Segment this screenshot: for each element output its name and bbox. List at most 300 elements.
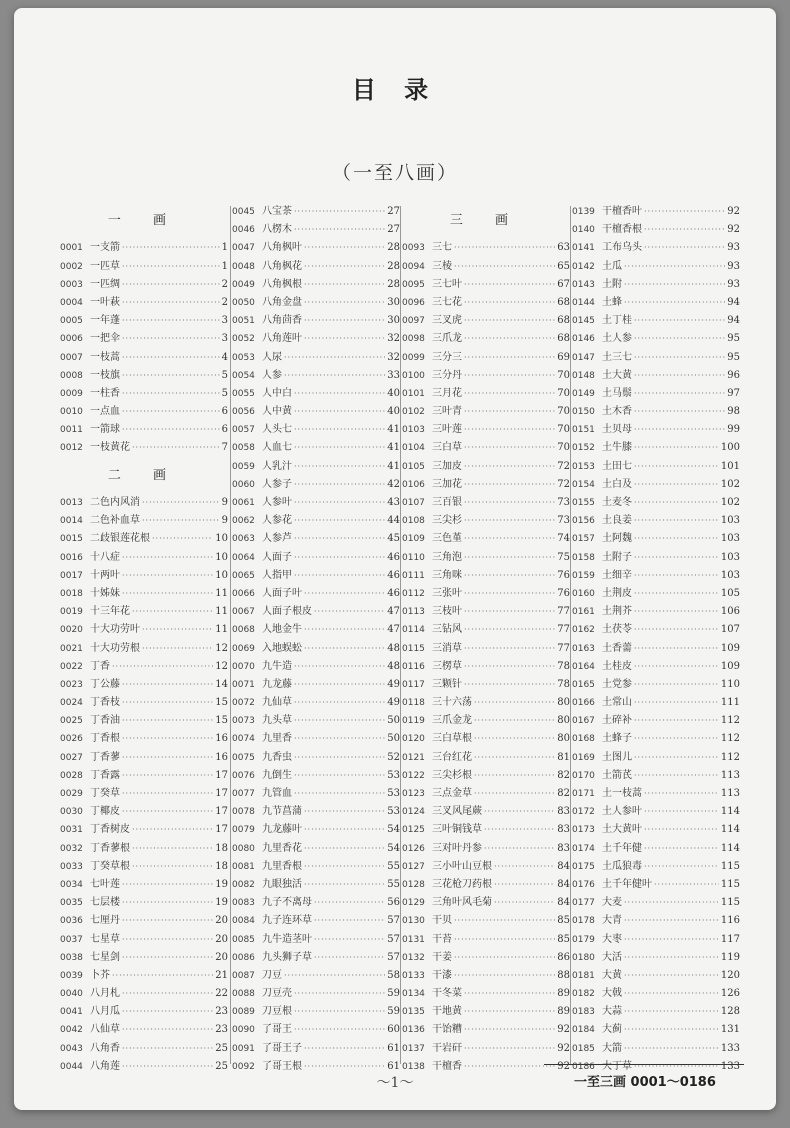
entry-page: 78 bbox=[557, 660, 570, 672]
entry-code: 0171 bbox=[572, 789, 595, 799]
entry-name: 九仙草 bbox=[262, 697, 292, 709]
entry-name: 干漆 bbox=[432, 969, 452, 981]
toc-column-3 bbox=[402, 203, 570, 1076]
entry-name: 土香薷 bbox=[602, 642, 632, 654]
entry-code: 0092 bbox=[232, 1061, 255, 1072]
entry-code: 0120 bbox=[402, 734, 425, 745]
toc-entry bbox=[572, 330, 740, 348]
toc-entry bbox=[60, 276, 228, 294]
entry-page: 65 bbox=[557, 260, 570, 272]
leader-dots bbox=[624, 276, 725, 294]
entry-code: 0154 bbox=[572, 479, 595, 490]
toc-entry bbox=[402, 621, 570, 639]
entry-name: 三分三 bbox=[432, 351, 462, 363]
entry-name: 九眼独活 bbox=[262, 878, 302, 890]
leader-dots bbox=[634, 730, 719, 748]
entry-name: 一枝蒿 bbox=[90, 351, 120, 363]
leader-dots bbox=[634, 658, 719, 676]
entry-name: 七层楼 bbox=[90, 897, 120, 909]
entry-code: 0109 bbox=[402, 534, 425, 545]
entry-code: 0007 bbox=[60, 352, 83, 363]
leader-dots bbox=[494, 894, 555, 912]
entry-page: 67 bbox=[557, 278, 570, 290]
entry-page: 21 bbox=[215, 969, 228, 981]
entry-page: 10 bbox=[215, 569, 228, 581]
entry-name: 九龙藤 bbox=[262, 678, 292, 690]
entry-page: 45 bbox=[387, 533, 400, 545]
entry-name: 八角莲 bbox=[90, 1060, 120, 1072]
entry-name: 三叶莲 bbox=[432, 424, 462, 436]
leader-dots bbox=[634, 385, 725, 403]
entry-page: 112 bbox=[720, 733, 740, 745]
toc-entry bbox=[402, 803, 570, 821]
toc-entry bbox=[60, 567, 228, 585]
entry-code: 0170 bbox=[572, 770, 595, 781]
entry-name: 人参叶 bbox=[262, 497, 292, 508]
toc-entry bbox=[60, 494, 228, 512]
entry-code: 0081 bbox=[232, 861, 255, 872]
entry-page: 103 bbox=[720, 515, 740, 527]
toc-entry bbox=[232, 494, 400, 512]
entry-code: 0128 bbox=[402, 879, 425, 890]
entry-code: 0010 bbox=[60, 407, 83, 418]
entry-code: 0024 bbox=[60, 698, 83, 709]
entry-page: 126 bbox=[720, 988, 740, 1000]
entry-code: 0140 bbox=[572, 225, 595, 236]
leader-dots bbox=[294, 530, 385, 548]
toc-entry bbox=[232, 840, 400, 858]
entry-page: 86 bbox=[557, 951, 570, 963]
toc-entry bbox=[572, 967, 740, 985]
entry-page: 32 bbox=[387, 333, 400, 345]
entry-code: 0072 bbox=[232, 698, 255, 709]
entry-name: 人血七 bbox=[262, 442, 292, 454]
entry-code: 0016 bbox=[60, 552, 83, 563]
leader-dots bbox=[624, 949, 719, 967]
leader-dots bbox=[122, 730, 213, 748]
entry-code: 0065 bbox=[232, 570, 255, 581]
leader-dots bbox=[122, 694, 213, 712]
entry-name: 八角金盘 bbox=[262, 296, 302, 308]
entry-page: 11 bbox=[215, 624, 228, 636]
entry-name: 七厘丹 bbox=[90, 915, 120, 927]
toc-entry bbox=[572, 494, 740, 512]
entry-name: 干岩矸 bbox=[432, 1042, 462, 1054]
entry-name: 干苔 bbox=[432, 933, 452, 945]
entry-code: 0108 bbox=[402, 516, 425, 527]
entry-name: 丁香枝 bbox=[90, 697, 120, 709]
entry-code: 0020 bbox=[60, 625, 83, 636]
entry-code: 0009 bbox=[60, 388, 83, 399]
entry-name: 土党参 bbox=[602, 678, 632, 690]
toc-entry bbox=[402, 312, 570, 330]
toc-entry bbox=[60, 258, 228, 276]
entry-code: 0048 bbox=[232, 261, 255, 272]
leader-dots bbox=[644, 221, 725, 239]
entry-name: 一点血 bbox=[90, 406, 120, 418]
entry-page: 1 bbox=[221, 260, 228, 272]
leader-dots bbox=[634, 349, 725, 367]
entry-page: 73 bbox=[557, 515, 570, 527]
entry-code: 0001 bbox=[60, 243, 83, 254]
toc-entry bbox=[402, 821, 570, 839]
entry-page: 25 bbox=[215, 1042, 228, 1054]
toc-entry bbox=[572, 767, 740, 785]
entry-code: 0105 bbox=[402, 461, 425, 472]
entry-name: 大黄 bbox=[602, 969, 622, 981]
entry-code: 0172 bbox=[572, 807, 595, 818]
toc-entry bbox=[572, 694, 740, 712]
entry-name: 大青 bbox=[602, 915, 622, 927]
entry-page: 12 bbox=[215, 642, 228, 654]
entry-code: 0183 bbox=[572, 1007, 595, 1018]
toc-entry bbox=[402, 658, 570, 676]
leader-dots bbox=[634, 767, 719, 785]
entry-page: 68 bbox=[557, 333, 570, 345]
toc-entry bbox=[232, 621, 400, 639]
entry-name: 土蜂子 bbox=[602, 733, 632, 745]
leader-dots bbox=[304, 1040, 385, 1058]
leader-dots bbox=[464, 349, 555, 367]
toc-entry bbox=[572, 439, 740, 457]
entry-name: 了哥王根 bbox=[262, 1060, 302, 1072]
entry-code: 0133 bbox=[402, 970, 425, 981]
leader-dots bbox=[294, 567, 385, 585]
entry-page: 85 bbox=[557, 933, 570, 945]
entry-code: 0030 bbox=[60, 807, 83, 818]
entry-name: 土牛膝 bbox=[602, 442, 632, 454]
leader-dots bbox=[122, 767, 213, 785]
entry-page: 48 bbox=[387, 660, 400, 672]
leader-dots bbox=[132, 821, 213, 839]
leader-dots bbox=[464, 1040, 555, 1058]
leader-dots bbox=[464, 658, 555, 676]
leader-dots bbox=[304, 330, 385, 348]
entry-code: 0032 bbox=[60, 843, 83, 854]
entry-code: 0126 bbox=[402, 843, 425, 854]
entry-page: 48 bbox=[387, 642, 400, 654]
entry-name: 九里香 bbox=[262, 733, 292, 745]
page-title: 目 录 bbox=[351, 75, 439, 104]
entry-name: 土千年健 bbox=[602, 842, 642, 854]
entry-name: 三月花 bbox=[432, 387, 462, 399]
toc-entry bbox=[402, 1003, 570, 1021]
entry-name: 丁香露 bbox=[90, 769, 120, 781]
entry-page: 40 bbox=[387, 406, 400, 418]
column-divider bbox=[230, 206, 231, 1064]
entry-code: 0059 bbox=[232, 461, 255, 472]
entry-name: 二歧银莲花根 bbox=[90, 533, 150, 545]
entry-page: 53 bbox=[387, 788, 400, 799]
entry-name: 土木香 bbox=[602, 406, 632, 418]
toc-entry bbox=[60, 512, 228, 530]
entry-name: 九牛造 bbox=[262, 660, 292, 672]
toc-entry bbox=[572, 876, 740, 894]
toc-entry bbox=[60, 785, 228, 803]
toc-column-4 bbox=[572, 203, 740, 1076]
leader-dots bbox=[122, 985, 213, 1003]
toc-entry bbox=[402, 676, 570, 694]
toc-entry bbox=[402, 749, 570, 767]
toc-entry bbox=[232, 931, 400, 949]
leader-dots bbox=[142, 640, 213, 658]
leader-dots bbox=[634, 585, 719, 603]
entry-page: 77 bbox=[557, 606, 570, 618]
entry-page: 41 bbox=[387, 424, 400, 436]
leader-dots bbox=[634, 403, 725, 421]
entry-page: 88 bbox=[557, 969, 570, 981]
entry-code: 0178 bbox=[572, 916, 595, 927]
entry-name: 三枝叶 bbox=[432, 606, 462, 618]
entry-name: 土阿魏 bbox=[602, 533, 632, 545]
entry-code: 0179 bbox=[572, 934, 595, 945]
entry-code: 0018 bbox=[60, 588, 83, 599]
toc-entry bbox=[572, 258, 740, 276]
entry-code: 0017 bbox=[60, 570, 83, 581]
entry-name: 土麦冬 bbox=[602, 497, 632, 508]
entry-page: 59 bbox=[387, 1006, 400, 1018]
entry-code: 0086 bbox=[232, 952, 255, 963]
leader-dots bbox=[644, 785, 719, 803]
entry-name: 八宝茶 bbox=[262, 206, 292, 217]
entry-page: 5 bbox=[221, 387, 228, 399]
leader-dots bbox=[122, 876, 213, 894]
toc-entry bbox=[572, 1003, 740, 1021]
entry-page: 18 bbox=[215, 860, 228, 872]
toc-entry bbox=[232, 367, 400, 385]
entry-page: 76 bbox=[557, 587, 570, 599]
toc-entry bbox=[60, 530, 228, 548]
entry-page: 82 bbox=[557, 769, 570, 781]
entry-page: 9 bbox=[221, 515, 228, 527]
toc-entry bbox=[572, 221, 740, 239]
entry-name: 一年蓬 bbox=[90, 315, 120, 327]
entry-name: 一匹绸 bbox=[90, 278, 120, 290]
toc-entry bbox=[572, 676, 740, 694]
toc-entry bbox=[60, 403, 228, 421]
toc-entry bbox=[232, 258, 400, 276]
toc-entry bbox=[60, 330, 228, 348]
entry-name: 土图儿 bbox=[602, 751, 632, 763]
entry-name: 三爪金龙 bbox=[432, 715, 472, 727]
leader-dots bbox=[294, 694, 385, 712]
entry-code: 0055 bbox=[232, 388, 255, 399]
leader-dots bbox=[454, 931, 555, 949]
entry-name: 土瓜 bbox=[602, 260, 622, 272]
leader-dots bbox=[464, 330, 555, 348]
entry-name: 土马鬃 bbox=[602, 387, 632, 399]
entry-name: 三钻风 bbox=[432, 624, 462, 636]
entry-code: 0152 bbox=[572, 443, 595, 454]
entry-page: 74 bbox=[557, 533, 570, 545]
entry-code: 0071 bbox=[232, 679, 255, 690]
toc-entry bbox=[60, 730, 228, 748]
entry-name: 大丁草 bbox=[602, 1060, 632, 1072]
toc-entry bbox=[572, 840, 740, 858]
leader-dots bbox=[464, 294, 555, 312]
entry-code: 0117 bbox=[402, 679, 425, 690]
entry-page: 53 bbox=[387, 806, 400, 818]
toc-entry bbox=[402, 385, 570, 403]
toc-entry bbox=[60, 585, 228, 603]
entry-name: 八角枫根 bbox=[262, 278, 302, 290]
entry-code: 0021 bbox=[60, 643, 83, 654]
entry-page: 128 bbox=[720, 1006, 740, 1018]
entry-name: 二色内风消 bbox=[90, 497, 140, 509]
entry-code: 0118 bbox=[402, 698, 425, 709]
entry-code: 0185 bbox=[572, 1043, 595, 1054]
entry-page: 63 bbox=[557, 242, 570, 254]
leader-dots bbox=[294, 785, 385, 803]
entry-code: 0110 bbox=[402, 552, 425, 563]
entry-name: 丁癸草根 bbox=[90, 860, 130, 872]
column-divider bbox=[400, 206, 401, 1064]
entry-name: 人参子 bbox=[262, 478, 292, 490]
toc-entry bbox=[572, 458, 740, 476]
entry-page: 76 bbox=[557, 569, 570, 581]
entry-page: 97 bbox=[727, 387, 740, 399]
entry-name: 人面子 bbox=[262, 551, 292, 563]
leader-dots bbox=[122, 912, 213, 930]
toc-entry bbox=[60, 949, 228, 967]
toc-entry bbox=[572, 785, 740, 803]
entry-name: 三叉风尾蕨 bbox=[432, 806, 482, 818]
entry-page: 30 bbox=[387, 315, 400, 327]
entry-name: 丁香 bbox=[90, 660, 110, 672]
entry-code: 0070 bbox=[232, 661, 255, 672]
entry-name: 七星草 bbox=[90, 933, 120, 945]
entry-code: 0011 bbox=[60, 425, 83, 436]
entry-page: 17 bbox=[215, 788, 228, 800]
entry-code: 0149 bbox=[572, 388, 595, 399]
leader-dots bbox=[634, 530, 719, 548]
entry-name: 大戟 bbox=[602, 988, 622, 1000]
toc-entry bbox=[402, 1021, 570, 1039]
toc-entry bbox=[60, 549, 228, 567]
entry-name: 刀豆根 bbox=[262, 1006, 292, 1018]
toc-entry bbox=[572, 621, 740, 639]
entry-name: 土附子 bbox=[602, 551, 632, 563]
entry-name: 八角香 bbox=[90, 1042, 120, 1054]
entry-name: 一叶萩 bbox=[90, 296, 120, 308]
entry-name: 土荆芥 bbox=[602, 606, 632, 618]
entry-code: 0043 bbox=[60, 1043, 83, 1054]
toc-entry bbox=[572, 730, 740, 748]
toc-entry bbox=[232, 203, 400, 221]
entry-page: 101 bbox=[720, 460, 740, 472]
entry-code: 0106 bbox=[402, 479, 425, 490]
leader-dots bbox=[464, 549, 555, 567]
entry-code: 0040 bbox=[60, 989, 83, 1000]
entry-code: 0061 bbox=[232, 498, 255, 508]
entry-page: 2 bbox=[221, 278, 228, 290]
toc-entry bbox=[232, 567, 400, 585]
entry-code: 0169 bbox=[572, 752, 595, 763]
leader-dots bbox=[464, 476, 555, 494]
leader-dots bbox=[142, 621, 213, 639]
entry-page: 68 bbox=[557, 315, 570, 327]
toc-entry bbox=[572, 349, 740, 367]
toc-entry bbox=[60, 621, 228, 639]
entry-code: 0090 bbox=[232, 1025, 255, 1036]
toc-column-2 bbox=[232, 203, 400, 1076]
entry-code: 0029 bbox=[60, 789, 83, 800]
leader-dots bbox=[474, 785, 555, 803]
leader-dots bbox=[634, 476, 719, 494]
entry-code: 0062 bbox=[232, 516, 255, 527]
toc-entry bbox=[232, 1021, 400, 1039]
entry-page: 57 bbox=[387, 951, 400, 963]
leader-dots bbox=[122, 549, 213, 567]
leader-dots bbox=[294, 985, 385, 1003]
toc-entry bbox=[60, 1040, 228, 1058]
entry-page: 55 bbox=[387, 860, 400, 872]
toc-entry bbox=[402, 1040, 570, 1058]
entry-page: 98 bbox=[727, 406, 740, 418]
entry-page: 46 bbox=[387, 551, 400, 563]
leader-dots bbox=[484, 821, 555, 839]
entry-page: 43 bbox=[387, 497, 400, 508]
entry-name: 三棱 bbox=[432, 260, 452, 272]
entry-page: 85 bbox=[557, 915, 570, 927]
entry-page: 92 bbox=[727, 224, 740, 236]
entry-code: 0060 bbox=[232, 479, 255, 490]
entry-name: 人面子叶 bbox=[262, 587, 302, 599]
entry-page: 70 bbox=[557, 369, 570, 381]
toc-entry bbox=[232, 967, 400, 985]
leader-dots bbox=[474, 694, 555, 712]
toc-entry bbox=[402, 985, 570, 1003]
leader-dots bbox=[122, 294, 220, 312]
entry-code: 0006 bbox=[60, 334, 83, 345]
toc-entry bbox=[402, 840, 570, 858]
toc-entry bbox=[232, 294, 400, 312]
entry-code: 0132 bbox=[402, 952, 425, 963]
entry-page: 70 bbox=[557, 442, 570, 454]
toc-entry bbox=[60, 749, 228, 767]
entry-code: 0122 bbox=[402, 770, 425, 781]
entry-code: 0131 bbox=[402, 934, 425, 945]
toc-entry bbox=[402, 367, 570, 385]
entry-name: 九头草 bbox=[262, 715, 292, 727]
entry-page: 17 bbox=[215, 769, 228, 781]
toc-entry bbox=[232, 912, 400, 930]
leader-dots bbox=[474, 712, 555, 730]
entry-page: 4 bbox=[221, 351, 228, 363]
entry-name: 三点金草 bbox=[432, 788, 472, 800]
leader-dots bbox=[122, 894, 213, 912]
entry-code: 0173 bbox=[572, 825, 595, 836]
entry-page: 111 bbox=[720, 697, 740, 709]
leader-dots bbox=[464, 603, 555, 621]
entry-name: 丁香根 bbox=[90, 733, 120, 745]
entry-code: 0052 bbox=[232, 334, 255, 345]
leader-dots bbox=[122, 276, 220, 294]
entry-name: 一柱香 bbox=[90, 387, 120, 399]
entry-code: 0073 bbox=[232, 716, 255, 727]
entry-page: 17 bbox=[215, 806, 228, 818]
entry-code: 0168 bbox=[572, 734, 595, 745]
entry-page: 110 bbox=[720, 678, 740, 690]
leader-dots bbox=[294, 476, 385, 494]
toc-entry bbox=[232, 330, 400, 348]
leader-dots bbox=[464, 439, 555, 457]
entry-page: 119 bbox=[720, 951, 740, 963]
entry-code: 0123 bbox=[402, 789, 425, 800]
leader-dots bbox=[634, 367, 725, 385]
entry-code: 0083 bbox=[232, 898, 255, 909]
leader-dots bbox=[484, 803, 555, 821]
